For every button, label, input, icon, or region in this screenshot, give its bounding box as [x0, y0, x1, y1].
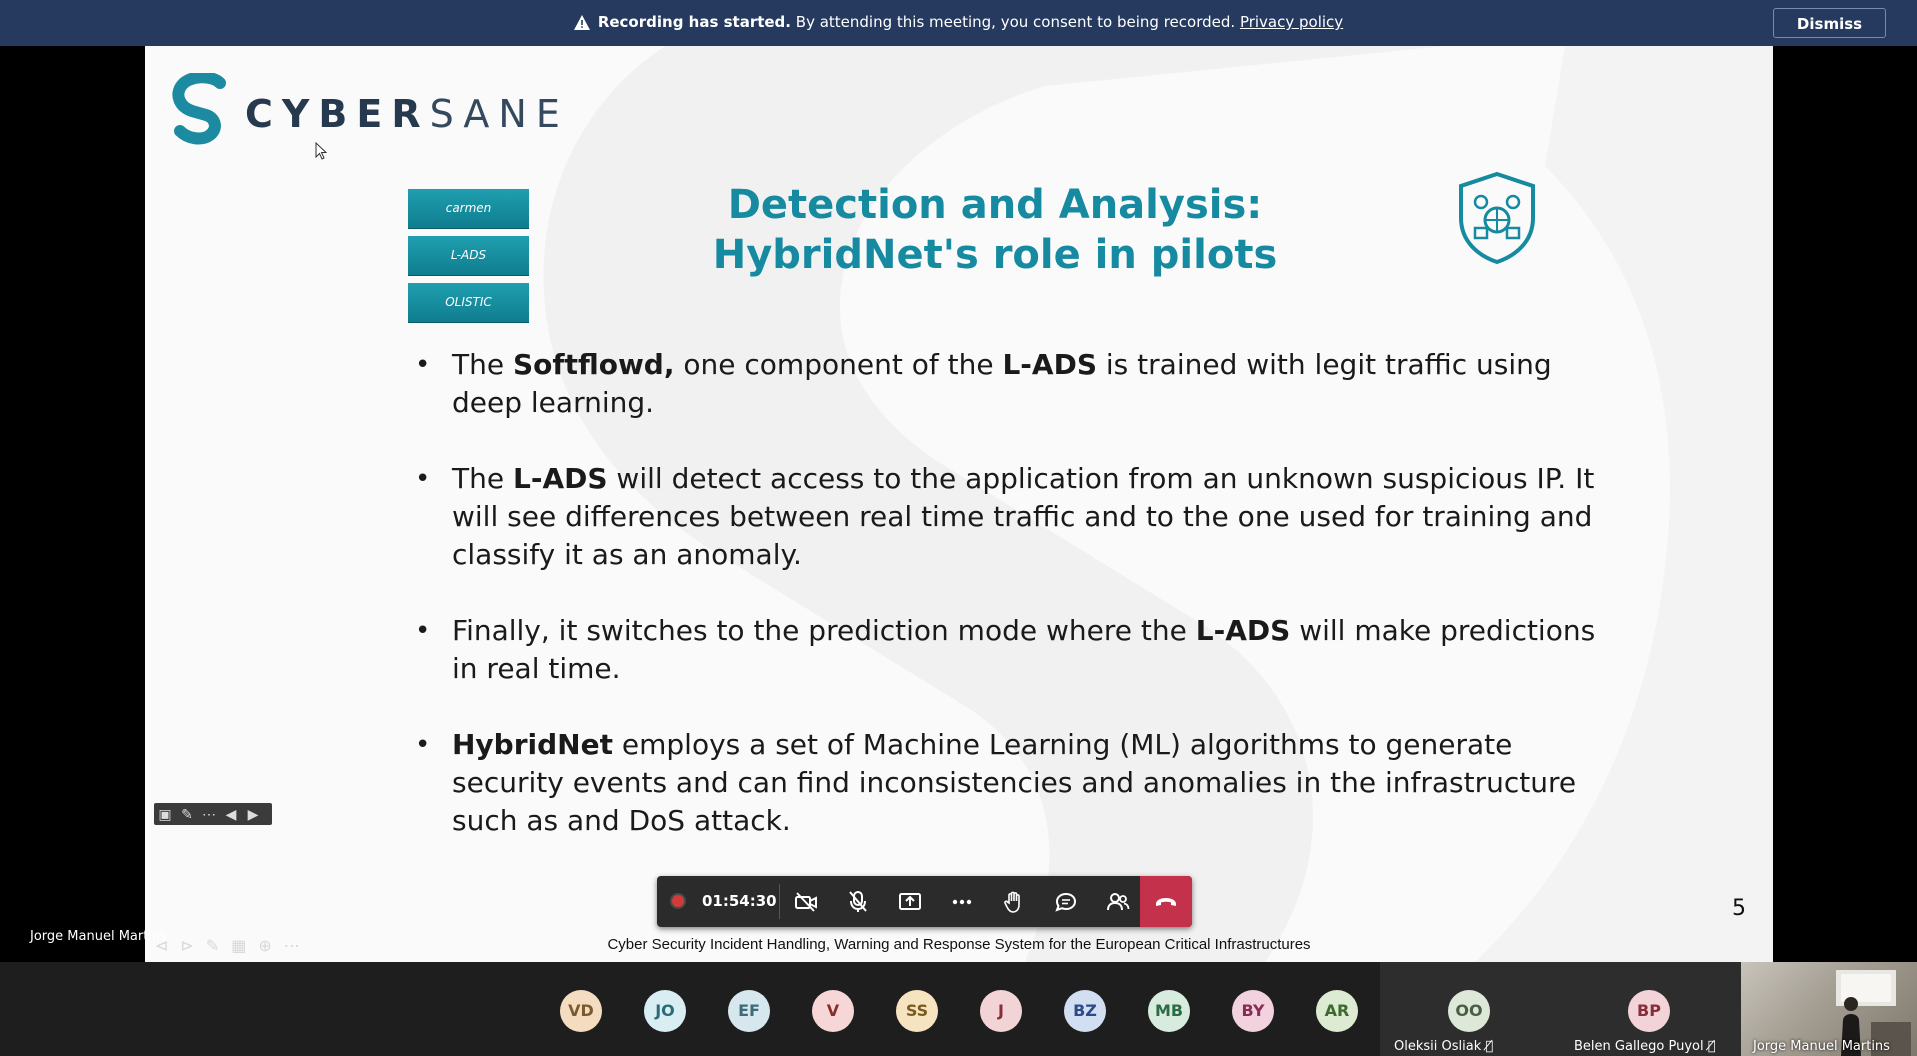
mic-off-icon: 🎙̸ — [1707, 1039, 1716, 1054]
next-slide-icon[interactable]: ▶ — [247, 806, 259, 822]
bullet-item: • HybridNet employs a set of Machine Learning (ML) algorithms to generate security events and can find inconsistencies and anomalies in the infrastructure such as and DoS attack. — [415, 726, 1615, 840]
bullet-item: • The L-ADS will detect access to the application from an unknown suspicious IP. It will see differences between real time traffic and to the one used for training and classify it as an anomaly. — [415, 460, 1615, 574]
participant-name: Oleksii Osliak 🎙̸ — [1394, 1039, 1494, 1054]
participant-avatar[interactable]: JO — [644, 990, 686, 1032]
pilot-logo-olistic: OLISTIC — [408, 283, 529, 322]
participant-avatar[interactable]: EF — [728, 990, 770, 1032]
recording-timer: 01:54:30 — [657, 876, 779, 927]
recording-message — [0, 13, 1917, 31]
participant-tile-oleksii[interactable] — [1380, 962, 1560, 1056]
mic-off-icon: 🎙̸ — [1485, 1039, 1494, 1054]
meeting-toolbar — [657, 876, 1192, 927]
cybersane-logo-icon — [172, 73, 230, 151]
recording-title: Recording has started. — [597, 13, 791, 31]
pilot-logo-l-ads: L-ADS — [408, 236, 529, 275]
participants-button[interactable] — [1092, 876, 1144, 927]
participant-strip — [0, 962, 1917, 1056]
more-icon[interactable]: ⋯ — [202, 806, 216, 822]
raise-hand-button[interactable] — [988, 876, 1040, 927]
cybersane-logo-text — [245, 92, 569, 136]
mic-off-icon — [848, 891, 868, 913]
share-screen-button[interactable] — [884, 876, 936, 927]
participant-avatar[interactable]: SS — [896, 990, 938, 1032]
logo-text-light: SANE — [429, 92, 569, 136]
pen-icon[interactable]: ✎ — [181, 806, 193, 822]
participant-video-tile[interactable] — [1741, 962, 1917, 1056]
recording-banner — [0, 0, 1917, 46]
bullet-item: • The Softflowd, one component of the L-ADS is trained with legit traffic using deep learning. — [415, 346, 1615, 422]
mic-muted-button[interactable] — [832, 876, 884, 927]
more-options-button[interactable] — [936, 876, 988, 927]
participant-avatar[interactable]: BY — [1232, 990, 1274, 1032]
shared-slide — [145, 46, 1773, 962]
slide-title — [595, 180, 1395, 280]
warning-icon — [574, 15, 590, 30]
pilot-logo-carmen: carmen — [408, 189, 529, 228]
slide-navigation-bar — [154, 803, 272, 825]
slide-footer: Cyber Security Incident Handling, Warning and Response System for the European Critical Infrastructures — [607, 936, 1311, 953]
slide-page-number: 5 — [1732, 896, 1746, 921]
participant-avatar: OO — [1448, 990, 1490, 1032]
participants-icon — [1106, 892, 1130, 912]
more-icon — [952, 899, 972, 905]
screen-icon[interactable]: ▣ — [158, 806, 172, 822]
logo-text-bold: CYBER — [245, 92, 430, 136]
hang-up-icon — [1154, 896, 1178, 908]
dismiss-button[interactable]: Dismiss — [1773, 8, 1886, 38]
participant-tile-belen[interactable] — [1560, 962, 1741, 1056]
hybridnet-shield-icon — [1455, 170, 1539, 266]
leave-call-button[interactable] — [1140, 876, 1192, 927]
chat-button[interactable] — [1040, 876, 1092, 927]
participant-avatar: BP — [1628, 990, 1670, 1032]
participant-avatar[interactable]: V — [812, 990, 854, 1032]
mouse-cursor-icon — [315, 142, 327, 160]
participant-avatar[interactable]: AR — [1316, 990, 1358, 1032]
presenter-name-label: Jorge Manuel Martins — [30, 929, 167, 944]
privacy-policy-link[interactable]: Privacy policy — [1239, 13, 1344, 31]
participant-name: Belen Gallego Puyol 🎙̸ — [1574, 1039, 1716, 1054]
participant-avatar[interactable]: J — [980, 990, 1022, 1032]
slide-title-line-2: HybridNet's role in pilots — [712, 232, 1278, 278]
participant-avatar[interactable]: VD — [560, 990, 602, 1032]
presentation-tools: ⊲⊳✎▦⊕⋯ — [155, 938, 312, 955]
recording-consent-text: By attending this meeting, you consent to being recorded. — [795, 13, 1236, 31]
chat-icon — [1055, 892, 1077, 912]
bullet-list — [415, 346, 1615, 878]
recording-indicator-icon — [672, 895, 684, 907]
camera-off-icon — [794, 892, 818, 912]
slide-title-line-1: Detection and Analysis: — [727, 182, 1263, 228]
participant-name: Jorge Manuel Martins — [1753, 1039, 1890, 1054]
camera-off-button[interactable] — [780, 876, 832, 927]
participant-avatar[interactable]: MB — [1148, 990, 1190, 1032]
participant-avatar[interactable]: BZ — [1064, 990, 1106, 1032]
bullet-item: • Finally, it switches to the prediction mode where the L-ADS will make predictions in real time. — [415, 612, 1615, 688]
previous-slide-icon[interactable]: ◀ — [225, 806, 237, 822]
share-screen-icon — [899, 893, 921, 911]
raise-hand-icon — [1004, 891, 1024, 913]
